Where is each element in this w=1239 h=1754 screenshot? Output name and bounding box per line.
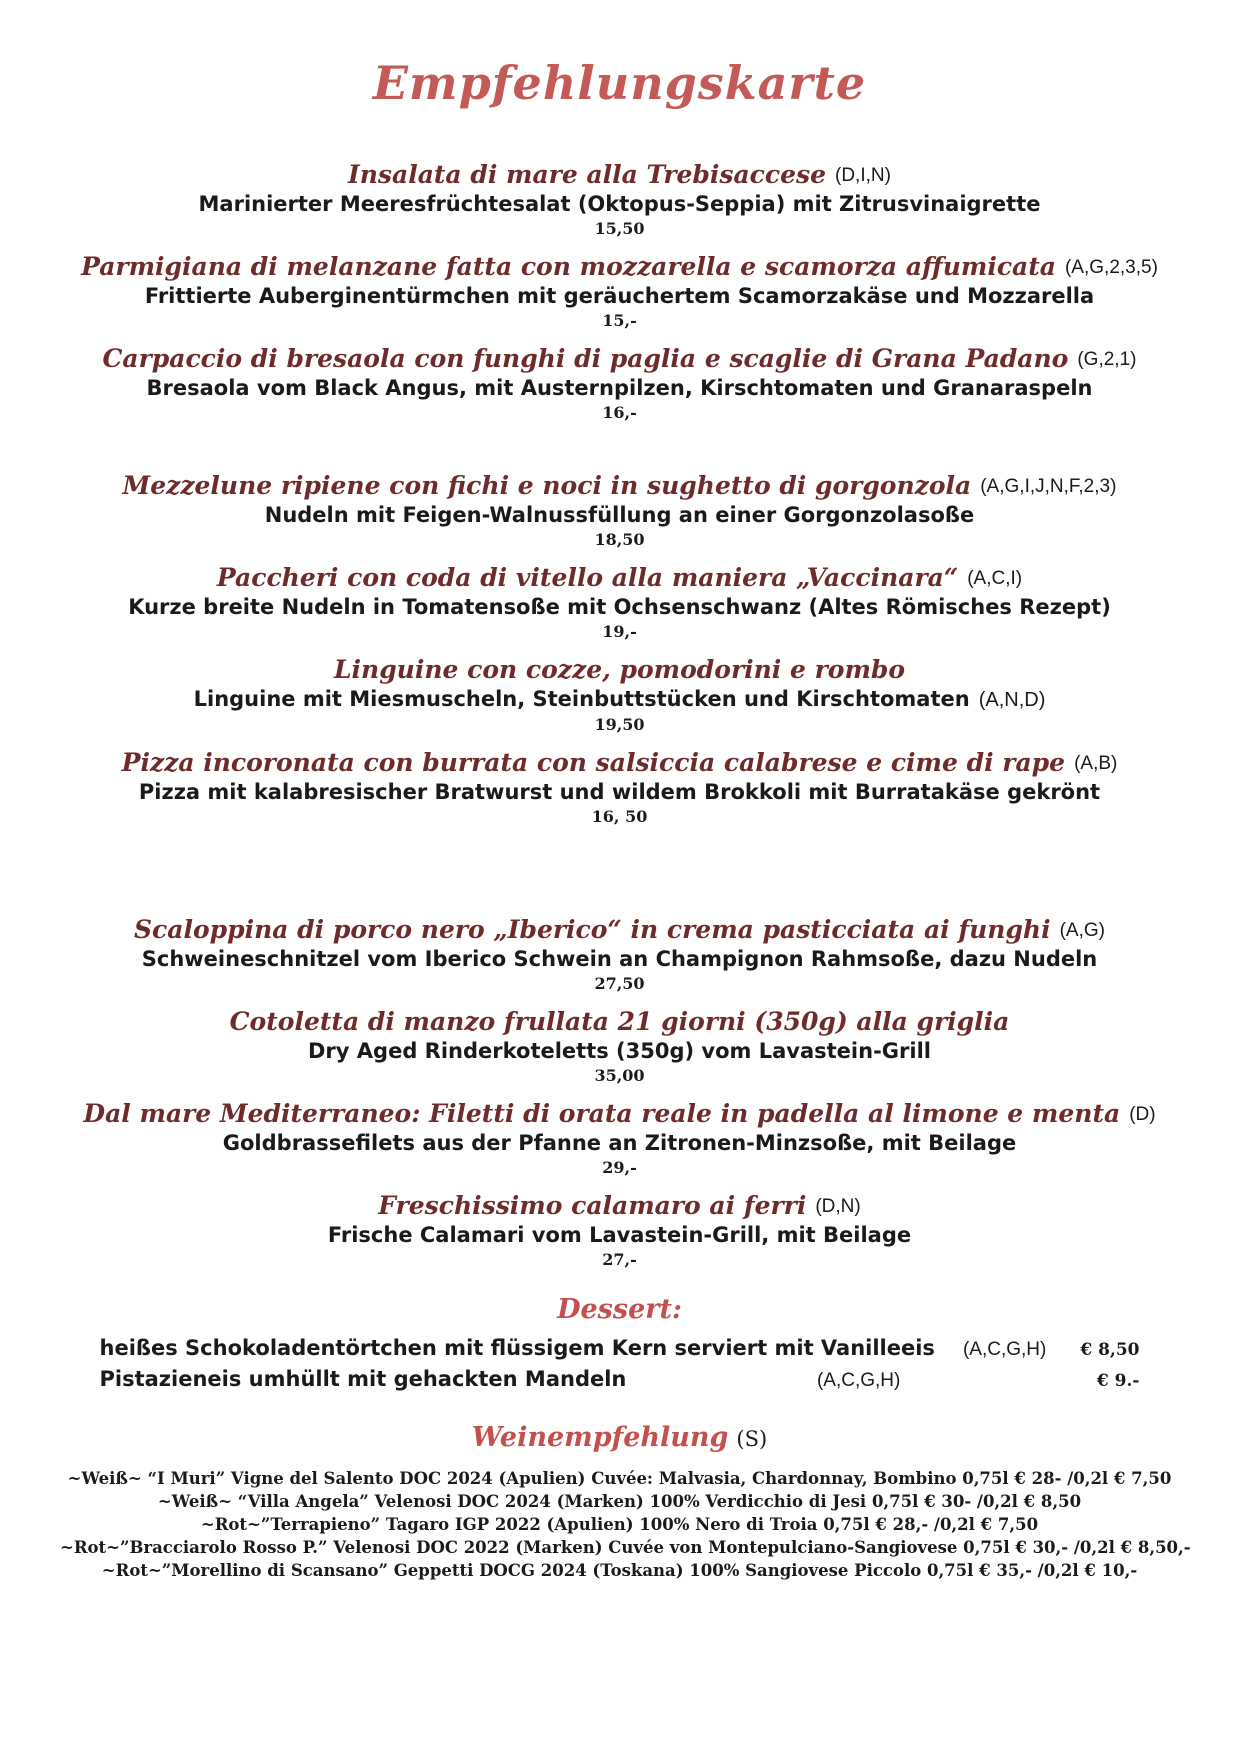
wine-heading: Weinempfehlung — [471, 1422, 729, 1453]
allergen-codes: (A,G) — [1059, 920, 1105, 941]
dish-price: 15,50 — [594, 219, 645, 238]
menu-item — [60, 469, 1179, 550]
dish-name-italian: Pizza incoronata con burrata con salsiccia calabrese e cime di rape (A,B) — [121, 748, 1118, 777]
dish-name-italian: Insalata di mare alla Trebisaccese (D,I,N) — [348, 160, 891, 189]
dish-price: 35,00 — [594, 1066, 645, 1085]
dish-name-italian: Parmigiana di melanzane fatta con mozzarella e scamorza affumicata (A,G,2,3,5) — [81, 252, 1158, 281]
dish-price: 15,- — [602, 311, 637, 330]
allergen-codes: (A,C,G,H) — [962, 1339, 1047, 1360]
wine-list — [60, 1467, 1191, 1582]
menu-item — [60, 746, 1179, 827]
wine-entry: ~Rot~”Morellino di Scansano” Geppetti DOCG 2024 (Toskana) 100% Sangiovese Piccolo 0,75l € 35,- /0,2l € 10,- — [101, 1561, 1138, 1580]
dessert-price: € 9.- — [1096, 1371, 1140, 1391]
dish-price: 19,50 — [594, 715, 645, 734]
dish-description-german: Linguine mit Miesmuscheln, Steinbuttstücken und Kirschtomaten (A,N,D) — [193, 687, 1046, 711]
allergen-codes: (S) — [736, 1427, 768, 1451]
dish-description-german: Marinierter Meeresfrüchtesalat (Oktopus-Seppia) mit Zitrusvinaigrette — [198, 192, 1041, 216]
menu-item — [60, 1097, 1179, 1178]
dish-description-german: Nudeln mit Feigen-Walnussfüllung an einer Gorgonzolasoße — [264, 503, 975, 527]
dish-price: 27,50 — [594, 974, 645, 993]
allergen-codes: (A,C,G,H) — [816, 1370, 901, 1391]
dish-name-italian: Freschissimo calamaro ai ferri (D,N) — [378, 1191, 861, 1220]
menu-item — [60, 1005, 1179, 1086]
dish-price: 16, 50 — [591, 807, 648, 826]
allergen-codes: (A,B) — [1074, 753, 1118, 774]
dish-name-italian: Paccheri con coda di vitello alla maniera „Vaccinara“ (A,C,I) — [216, 563, 1023, 592]
menu-item — [60, 1189, 1179, 1270]
dish-description-german: Dry Aged Rinderkoteletts (350g) vom Lavastein-Grill — [308, 1039, 931, 1063]
dish-description-german: Pizza mit kalabresischer Bratwurst und wildem Brokkoli mit Burratakäse gekrönt — [138, 780, 1101, 804]
allergen-codes: (A,N,D) — [978, 689, 1046, 711]
wine-entry: ~Weiß~ “Villa Angela” Velenosi DOC 2024 (Marken) 100% Verdicchio di Jesi 0,75l € 30- /0,2l € 8,50 — [157, 1492, 1082, 1511]
dessert-item — [100, 1334, 1140, 1365]
dish-name-italian: Cotoletta di manzo frullata 21 giorni (350g) alla griglia — [229, 1007, 1010, 1036]
menu-item — [60, 561, 1179, 642]
wine-section — [60, 1422, 1191, 1582]
allergen-codes: (G,2,1) — [1077, 349, 1137, 370]
wine-entry: ~Rot~”Terrapieno” Tagaro IGP 2022 (Apulien) 100% Nero di Troia 0,75l € 28,- /0,2l € 7,50 — [200, 1515, 1039, 1534]
dish-price: 29,- — [602, 1158, 637, 1177]
dish-description-german: Bresaola vom Black Angus, mit Austernpilzen, Kirschtomaten und Granaraspeln — [146, 376, 1093, 400]
menu-item — [60, 653, 1179, 735]
allergen-codes: (A,C,I) — [967, 568, 1023, 589]
allergen-codes: (D) — [1129, 1104, 1156, 1125]
dish-description-german: Kurze breite Nudeln in Tomatensoße mit Ochsenschwanz (Altes Römisches Rezept) — [128, 595, 1111, 619]
menu-section-mains — [60, 913, 1179, 1270]
wine-entry: ~Rot~”Bracciarolo Rosso P.” Velenosi DOC 2022 (Marken) Cuvée von Montepulciano-Sangiovese 0,75l € 30,- /0,2l € 8,50,- — [60, 1538, 1191, 1557]
dessert-heading: Dessert: — [557, 1294, 682, 1325]
dish-price: 19,- — [602, 622, 637, 641]
dish-name-italian: Carpaccio di bresaola con funghi di paglia e scaglie di Grana Padano (G,2,1) — [102, 344, 1137, 373]
dish-description-german: Frische Calamari vom Lavastein-Grill, mit Beilage — [327, 1223, 912, 1247]
dish-name-italian: Linguine con cozze, pomodorini e rombo — [333, 655, 906, 684]
allergen-codes: (D,N) — [815, 1196, 861, 1217]
menu-item — [60, 342, 1179, 423]
dish-name-italian: Mezzelune ripiene con fichi e noci in sughetto di gorgonzola (A,G,I,J,N,F,2,3) — [122, 471, 1117, 500]
dessert-item — [100, 1365, 1140, 1396]
menu-section-starters — [60, 158, 1179, 423]
dish-name-italian: Scaloppina di porco nero „Iberico“ in crema pasticciata ai funghi (A,G) — [133, 915, 1105, 944]
allergen-codes: (A,G,I,J,N,F,2,3) — [980, 476, 1117, 497]
allergen-codes: (D,I,N) — [835, 165, 891, 186]
dish-name-italian: Dal mare Mediterraneo: Filetti di orata reale in padella al limone e menta (D) — [83, 1099, 1156, 1128]
dish-description-german: Schweineschnitzel vom Iberico Schwein an Champignon Rahmsoße, dazu Nudeln — [141, 947, 1098, 971]
dish-price: 27,- — [602, 1250, 637, 1269]
dish-price: 16,- — [602, 403, 637, 422]
allergen-codes: (A,G,2,3,5) — [1064, 257, 1158, 278]
dish-price: 18,50 — [594, 530, 645, 549]
dish-description-german: Frittierte Auberginentürmchen mit geräuchertem Scamorzakäse und Mozzarella — [144, 284, 1095, 308]
menu-item — [60, 158, 1179, 239]
dessert-rows — [100, 1334, 1140, 1396]
dessert-name: Pistazieneis umhüllt mit gehackten Mandeln — [99, 1367, 627, 1391]
page-title: Empfehlungskarte — [372, 56, 867, 110]
wine-heading-line — [60, 1422, 1179, 1453]
dessert-price: € 8,50 — [1080, 1340, 1140, 1360]
dessert-name: heißes Schokoladentörtchen mit flüssigem Kern serviert mit Vanilleeis — [99, 1336, 935, 1360]
menu-item — [60, 250, 1179, 331]
wine-entry: ~Weiß~ “I Muri” Vigne del Salento DOC 2024 (Apulien) Cuvée: Malvasia, Chardonnay, Bombino 0,75l € 28- /0,2l € 7,50 — [67, 1469, 1172, 1488]
menu-item — [60, 913, 1179, 994]
dessert-section — [60, 1292, 1179, 1396]
menu-section-pasta-pizza — [60, 469, 1179, 827]
dish-description-german: Goldbrassefilets aus der Pfanne an Zitronen-Minzsoße, mit Beilage — [222, 1131, 1017, 1155]
